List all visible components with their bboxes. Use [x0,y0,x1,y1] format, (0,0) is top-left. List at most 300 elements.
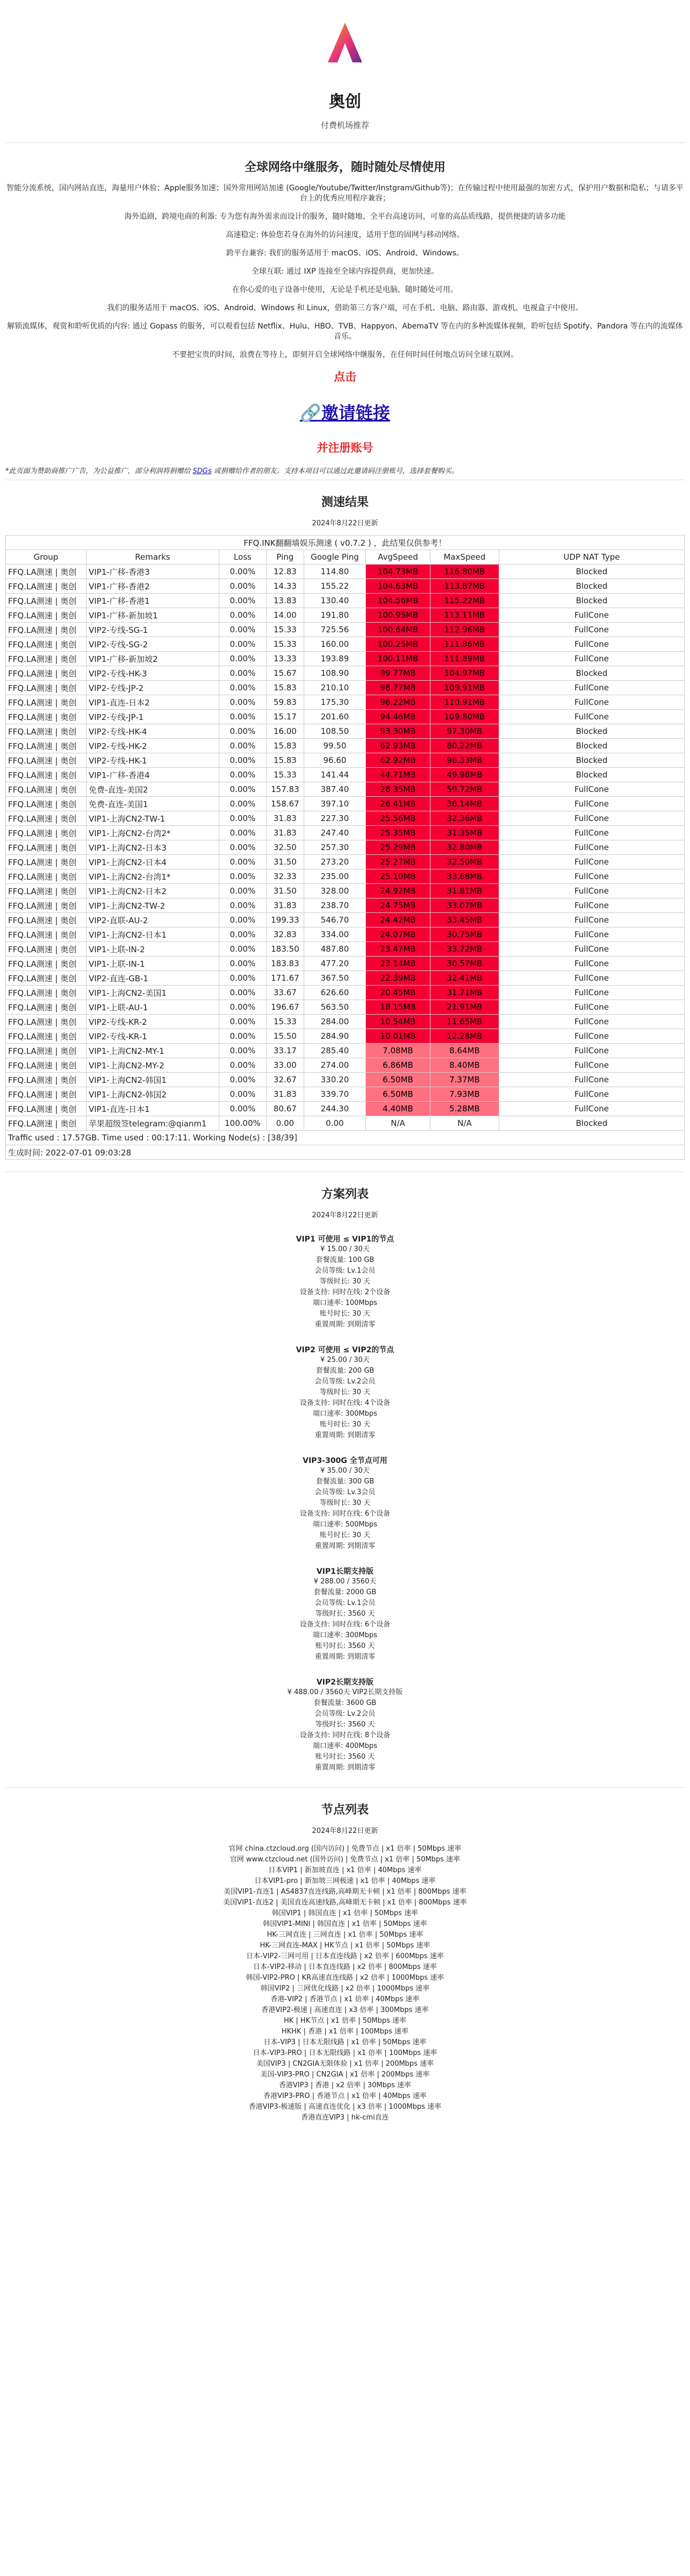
table-row [6,608,685,623]
avg-speed-cell: 98.77MB [366,681,430,695]
max-speed-cell: 97.30MB [430,724,499,739]
table-cell: 15.83 [267,681,304,695]
table-row [6,869,685,884]
plan-detail: 等级时长: 3560 天 [315,1610,375,1618]
plan-name: VIP1 可使用 ≤ VIP1的节点 [296,1235,394,1244]
table-row [6,971,685,986]
table-cell: FFQ.LA测速 | 奥创 [6,594,87,608]
table-cell: VIP1-上海CN2-日本4 [87,855,219,869]
avg-speed-cell: 100.11MB [366,652,430,666]
table-row [6,768,685,782]
generated-time: 生成时间: 2022-07-01 09:03:28 [6,1145,685,1160]
table-cell: 0.00% [219,710,267,724]
table-cell: FullCone [499,681,685,695]
plan-card [5,1455,685,1552]
intro-paragraph: 解锁流媒体，观赏和聆听优质的内容: 通过 Gopass 的服务，可以观看包括 Netflix、Hulu、HBO、TVB、Happyon、AbemaTV 等在内的多种流媒体视频，聆听包括 Spotify、Pandora 等在内的流媒体音乐。 [7,322,683,341]
table-cell: FFQ.LA测速 | 奥创 [6,1102,87,1116]
table-cell: 339.70 [304,1087,366,1102]
table-cell: FFQ.LA测速 | 奥创 [6,957,87,971]
table-cell: FFQ.LA测速 | 奥创 [6,986,87,1000]
table-cell: FFQ.LA测速 | 奥创 [6,753,87,768]
table-row [6,942,685,957]
node-item: 日本-VIP2-移动 | 日本直连线路 | x2 倍率 | 800Mbps 速率 [253,1963,437,1971]
table-cell: FFQ.LA测速 | 奥创 [6,1000,87,1015]
plans-section-date: 2024年8月22日更新 [312,1211,378,1219]
table-cell: 0.00% [219,594,267,608]
table-cell: FFQ.LA测速 | 奥创 [6,884,87,898]
table-cell: VIP2-专线-HK-2 [87,739,219,753]
avg-speed-cell: 22.39MB [366,971,430,986]
avg-speed-cell: 23.14MB [366,957,430,971]
table-cell: 苹果超级签telegram:@qianm1 [87,1116,219,1131]
table-cell: VIP1-上联-IN-2 [87,942,219,957]
plan-name: VIP2长期支持版 [316,1678,374,1687]
plan-detail: 设备支持: 同时在线: 4个设备 [299,1399,391,1407]
table-cell: VIP1-广移-香港4 [87,768,219,782]
table-cell: 0.00% [219,797,267,811]
intro-paragraph: 海外追剧，跨境电商的利器: 专为您有海外需求而设计的服务，随时随地、全平台高速访问，可靠的高品质线路，提供便捷的请多功能 [124,212,566,221]
table-cell: FullCone [499,797,685,811]
table-cell: 0.00% [219,1044,267,1058]
sdgs-link[interactable]: SDGs [192,467,212,475]
table-cell: 227.30 [304,811,366,826]
max-speed-cell: 111.86MB [430,637,499,652]
table-row [6,826,685,840]
avg-speed-cell: 104.63MB [366,579,430,594]
node-item: 韩国VIP1 | 韩国直连 | x1 倍率 | 50Mbps 速率 [271,1909,419,1917]
table-cell: VIP1-上海CN2-TW-1 [87,811,219,826]
avg-speed-cell: 23.47MB [366,942,430,957]
table-cell: FFQ.LA测速 | 奥创 [6,565,87,579]
table-cell: FFQ.LA测速 | 奥创 [6,942,87,957]
table-cell: FFQ.LA测速 | 奥创 [6,927,87,942]
table-cell: 285.40 [304,1044,366,1058]
table-cell: 0.00% [219,608,267,623]
node-item: 香港直连VIP3 | hk-cmi直连 [301,2114,389,2122]
plan-detail: 端口速率: 300Mbps [313,1410,377,1418]
table-cell: 244.30 [304,1102,366,1116]
table-cell: 155.22 [304,579,366,594]
max-speed-cell: 109.91MB [430,681,499,695]
avg-speed-cell: 28.35MB [366,782,430,797]
table-cell: FullCone [499,840,685,855]
avg-speed-cell: 10.54MB [366,1015,430,1029]
table-cell: 31.83 [267,1087,304,1102]
table-cell: 免费-直连-美国2 [87,782,219,797]
table-cell: FullCone [499,1073,685,1087]
table-cell: 100.00% [219,1116,267,1131]
plan-detail: 套餐流量: 300 GB [315,1478,375,1486]
max-speed-cell: 104.97MB [430,666,499,681]
column-header: AvgSpeed [366,550,430,565]
table-cell: FFQ.LA测速 | 奥创 [6,1029,87,1044]
table-row [6,957,685,971]
max-speed-cell: 113.87MB [430,579,499,594]
table-cell: 130.40 [304,594,366,608]
table-cell: 334.00 [304,927,366,942]
table-cell: FFQ.LA测速 | 奥创 [6,826,87,840]
table-cell: VIP1-上海CN2-TW-2 [87,898,219,913]
plan-detail: 套餐流量: 100 GB [315,1256,375,1264]
table-row [6,623,685,637]
table-cell: 13.83 [267,594,304,608]
table-row [6,724,685,739]
plan-name: VIP2 可使用 ≤ VIP2的节点 [296,1346,394,1354]
max-speed-cell: 32.80MB [430,840,499,855]
max-speed-cell: 12.28MB [430,1029,499,1044]
table-cell: 199.33 [267,913,304,927]
plan-detail: 设备支持: 同时在线: 6个设备 [299,1510,391,1518]
table-cell: 16.00 [267,724,304,739]
table-cell: FFQ.LA测速 | 奥创 [6,1044,87,1058]
table-cell: 15.33 [267,623,304,637]
max-speed-cell: 112.96MB [430,623,499,637]
table-row [6,652,685,666]
table-cell: 367.50 [304,971,366,986]
table-cell: VIP1-广移-香港3 [87,565,219,579]
table-row [6,782,685,797]
table-cell: FFQ.LA测速 | 奥创 [6,579,87,594]
table-cell: VIP1-直连-日本2 [87,695,219,710]
table-cell: 273.20 [304,855,366,869]
table-cell: 0.00% [219,884,267,898]
avg-speed-cell: 24.75MB [366,898,430,913]
table-cell: FullCone [499,971,685,986]
plan-detail: ¥ 35.00 / 30天 [320,1467,370,1475]
table-cell: 14.00 [267,608,304,623]
table-cell: 0.00% [219,695,267,710]
table-cell: VIP2-专线-HK-1 [87,753,219,768]
table-cell: FFQ.LA测速 | 奥创 [6,913,87,927]
table-cell: 193.89 [304,652,366,666]
column-header: Group [6,550,87,565]
plan-detail: 端口速率: 100Mbps [313,1299,377,1307]
table-cell: FullCone [499,986,685,1000]
table-cell: Blocked [499,666,685,681]
plan-detail: ¥ 488.00 / 3560天 VIP2长期支持版 [287,1688,403,1696]
table-cell: 477.20 [304,957,366,971]
plan-detail: ¥ 25.00 / 30天 [320,1356,370,1364]
table-cell: FullCone [499,1102,685,1116]
avg-speed-cell: 100.95MB [366,608,430,623]
table-cell: Blocked [499,739,685,753]
table-cell: 247.40 [304,826,366,840]
avg-speed-cell: 25.29MB [366,840,430,855]
intro-section [5,183,685,360]
table-cell: VIP2-直联-AU-2 [87,913,219,927]
avg-speed-cell: 6.50MB [366,1087,430,1102]
avg-speed-cell: 99.77MB [366,666,430,681]
max-speed-cell: 32.36MB [430,811,499,826]
column-header: UDP NAT Type [499,550,685,565]
table-cell: 0.00% [219,666,267,681]
table-cell: 0.00% [219,652,267,666]
table-cell: 33.67 [267,986,304,1000]
table-cell: FFQ.LA测速 | 奥创 [6,768,87,782]
table-cell: FFQ.LA测速 | 奥创 [6,666,87,681]
avg-speed-cell: 25.10MB [366,869,430,884]
table-cell: VIP1-直连-日本1 [87,1102,219,1116]
table-cell: FullCone [499,608,685,623]
node-item: 日本-VIP3 | 日本无限线路 | x1 倍率 | 50Mbps 速率 [263,2038,427,2046]
max-speed-cell: 7.93MB [430,1087,499,1102]
table-cell: VIP1-上联-IN-1 [87,957,219,971]
table-cell: VIP1-广移-香港2 [87,579,219,594]
table-cell: 0.00% [219,942,267,957]
plan-card [5,1566,685,1662]
column-header: Loss [219,550,267,565]
table-cell: VIP1-上海CN2-日本2 [87,884,219,898]
avg-speed-cell: 62.92MB [366,753,430,768]
table-cell: 13.33 [267,652,304,666]
table-row [6,840,685,855]
table-cell: 0.00% [219,1058,267,1073]
avg-speed-cell: 100.64MB [366,623,430,637]
table-cell: FullCone [499,782,685,797]
plan-detail: 套餐流量: 200 GB [315,1367,375,1375]
divider [5,142,685,143]
table-cell: 0.00% [219,637,267,652]
intro-paragraph: 不要把宝贵的时间，浪费在等待上，即刻开启全球网络中继服务，在任何时间任何地点访问全球互联网。 [172,351,518,359]
table-row [6,1029,685,1044]
table-row [6,913,685,927]
plan-detail: 重置周期: 到期清零 [314,1431,376,1439]
table-row [6,1058,685,1073]
plan-detail: 设备支持: 同时在线: 8个设备 [299,1731,391,1739]
max-speed-cell: 30.75MB [430,927,499,942]
node-item: 香港VIP3-PRO | 香港节点 | x1 倍率 | 40Mbps 速率 [263,2092,427,2100]
node-item: 韩国VIP1-MINI | 韩国直连 | x1 倍率 | 50Mbps 速率 [263,1920,427,1928]
plan-detail: 会员等级: Lv.1会员 [314,1267,376,1275]
table-cell: 0.00% [219,898,267,913]
max-speed-cell: 32.50MB [430,855,499,869]
table-cell: 0.00% [219,826,267,840]
table-cell: FFQ.LA测速 | 奥创 [6,608,87,623]
avg-speed-cell: 4.40MB [366,1102,430,1116]
plan-detail: 等级时长: 3560 天 [315,1721,375,1729]
nodes-section-date: 2024年8月22日更新 [312,1827,378,1835]
avg-speed-cell: 24.92MB [366,884,430,898]
table-cell: 15.83 [267,753,304,768]
plan-detail: 等级时长: 30 天 [319,1388,371,1396]
table-cell: 183.83 [267,957,304,971]
plans-list [5,1233,685,1773]
avg-speed-cell: 93.30MB [366,724,430,739]
max-speed-cell: 109.80MB [430,710,499,724]
node-item: 香港VIP3 | 香港 | x2 倍率 | 30Mbps 速率 [278,2081,412,2089]
max-speed-cell: 32.41MB [430,971,499,986]
register-label: 并注册账号 [317,441,373,454]
avg-speed-cell: 25.27MB [366,855,430,869]
table-cell: 238.70 [304,898,366,913]
table-cell: 59.83 [267,695,304,710]
intro-paragraph: 高速稳定: 体验您若身在海外的访问速度，适用于您的固网与移动网络。 [226,231,464,239]
max-speed-cell: 110.91MB [430,695,499,710]
traffic-summary: Traffic used : 17.57GB. Time used : 00:17:11. Working Node(s) : [38/39] [6,1131,685,1145]
table-row [6,666,685,681]
plan-detail: 会员等级: Lv.2会员 [314,1378,376,1386]
table-cell: 0.00% [219,782,267,797]
table-cell: FullCone [499,855,685,869]
table-cell: FFQ.LA测速 | 奥创 [6,1015,87,1029]
divider [5,1787,685,1788]
table-cell: 14.33 [267,579,304,594]
table-cell: 32.33 [267,869,304,884]
table-row [6,986,685,1000]
table-cell: 0.00% [219,623,267,637]
click-label: 点击 [334,370,356,383]
avg-speed-cell: 26.41MB [366,797,430,811]
max-speed-cell: 33.68MB [430,869,499,884]
table-cell: Blocked [499,1116,685,1131]
table-cell: 0.00% [219,1073,267,1087]
plan-detail: 重置周期: 到期清零 [314,1542,376,1550]
table-cell: 0.00% [219,1087,267,1102]
avg-speed-cell: 44.71MB [366,768,430,782]
speed-table-caption: FFQ.INK翻翻墙娱乐测速 ( v0.7.2 ) ，此结果仅供参考！ [6,536,685,550]
table-cell: FFQ.LA测速 | 奥创 [6,898,87,913]
table-cell: 33.17 [267,1044,304,1058]
table-cell: FullCone [499,869,685,884]
table-row [6,1102,685,1116]
table-cell: 0.00% [219,1102,267,1116]
intro-paragraph: 全球互联: 通过 IXP 连接至全球内容提供商，更加快速。 [251,267,439,276]
plan-card [5,1344,685,1441]
table-cell: 0.00% [219,579,267,594]
table-cell: 171.67 [267,971,304,986]
headline: 全球网络中继服务，随时随处尽情使用 [244,161,445,174]
plan-detail: ¥ 15.00 / 30天 [320,1245,370,1253]
table-cell: Blocked [499,724,685,739]
speed-table [5,535,685,1160]
plan-detail: 套餐流量: 3600 GB [313,1699,377,1707]
table-cell: 284.90 [304,1029,366,1044]
table-cell: 328.00 [304,884,366,898]
table-cell: FFQ.LA测速 | 奥创 [6,1087,87,1102]
invite-link-icon: 🔗 [300,403,321,423]
table-cell: 12.83 [267,565,304,579]
brand-name: 奥创 [329,92,361,111]
table-row [6,739,685,753]
table-row [6,1116,685,1131]
table-cell: VIP1-上海CN2-台湾1* [87,869,219,884]
table-cell: 15.83 [267,739,304,753]
table-cell: VIP2-专线-KR-1 [87,1029,219,1044]
table-cell: VIP1-上海CN2-韩国2 [87,1087,219,1102]
node-item: 日本-VIP2-三网可用 | 日本直连线路 | x2 倍率 | 600Mbps 速率 [246,1952,444,1960]
table-row [6,927,685,942]
brand-logo-icon [324,22,366,65]
table-cell: VIP1-广移-新加坡2 [87,652,219,666]
table-cell: 487.80 [304,942,366,957]
plan-detail: 会员等级: Lv.2会员 [314,1710,376,1718]
max-speed-cell: 21.91MB [430,1000,499,1015]
plan-detail: 设备支持: 同时在线: 2个设备 [299,1288,391,1296]
intro-paragraph: 智能分流系统，国内网站直连，海量用户体验；Apple服务加速；国外常用网站加速 (Google/Youtube/Twitter/Instgram/Github等)；在传输过程中使用最强的加密方式，保护用户数据和隐私；与请多平台上的优秀应用程序兼容； [6,184,684,203]
table-cell: VIP2-专线-KR-2 [87,1015,219,1029]
table-cell: FullCone [499,957,685,971]
plan-detail: 账号时长: 30 天 [319,1421,371,1429]
max-speed-cell: 36.14MB [430,797,499,811]
table-cell: FullCone [499,884,685,898]
table-cell: 158.67 [267,797,304,811]
table-cell: FFQ.LA测速 | 奥创 [6,623,87,637]
table-cell: 0.00 [304,1116,366,1131]
plans-section-title: 方案列表 [321,1188,369,1201]
table-cell: FullCone [499,811,685,826]
node-item: 美国VIP1-直连1 | AS4837直连线路,高峰期无卡顿 | x1 倍率 | 800Mbps 速率 [224,1888,466,1896]
table-cell: 725.56 [304,623,366,637]
plan-name: VIP3-300G 全节点可用 [303,1457,387,1465]
avg-speed-cell: 104.73MB [366,565,430,579]
table-row [6,1087,685,1102]
speed-table-body [6,565,685,1131]
node-item: 香港VIP3-极速版 | 高速直连优化 | x3 倍率 | 1000Mbps 速率 [248,2103,442,2111]
table-cell: FullCone [499,710,685,724]
plan-card [5,1233,685,1330]
table-cell: FFQ.LA测速 | 奥创 [6,797,87,811]
plan-detail: 会员等级: Lv.1会员 [314,1599,376,1607]
table-cell: 0.00% [219,811,267,826]
logo [5,0,685,65]
table-cell: FFQ.LA测速 | 奥创 [6,681,87,695]
avg-speed-cell: 7.08MB [366,1044,430,1058]
max-speed-cell: 111.89MB [430,652,499,666]
table-cell: 31.50 [267,855,304,869]
table-cell: FFQ.LA测速 | 奥创 [6,1058,87,1073]
table-cell: VIP1-上海CN2-MY-1 [87,1044,219,1058]
table-row [6,1015,685,1029]
table-cell: 191.80 [304,608,366,623]
plan-detail: 设备支持: 同时在线: 6个设备 [299,1621,391,1629]
node-item: 香港VIP2-极速 | 高速直连 | x3 倍率 | 300Mbps 速率 [261,2006,429,2014]
table-cell: 0.00% [219,913,267,927]
max-speed-cell: 5.28MB [430,1102,499,1116]
invite-link[interactable] [5,399,685,424]
table-cell: VIP1-上联-AU-1 [87,1000,219,1015]
table-cell: 563.50 [304,1000,366,1015]
max-speed-cell: 98.33MB [430,753,499,768]
nodes-section-title: 节点列表 [321,1803,369,1817]
table-cell: 0.00% [219,1000,267,1015]
avg-speed-cell: 104.56MB [366,594,430,608]
table-cell: 387.40 [304,782,366,797]
table-cell: FullCone [499,826,685,840]
invite-link-label: 邀请链接 [321,403,390,423]
table-row [6,753,685,768]
table-cell: FFQ.LA测速 | 奥创 [6,811,87,826]
table-row [6,594,685,608]
table-cell: 0.00% [219,739,267,753]
max-speed-cell: 116.80MB [430,565,499,579]
avg-speed-cell: 10.01MB [366,1029,430,1044]
avg-speed-cell: 6.86MB [366,1058,430,1073]
avg-speed-cell: 24.42MB [366,913,430,927]
table-row [6,565,685,579]
table-cell: 0.00% [219,927,267,942]
table-cell: FFQ.LA测速 | 奥创 [6,1073,87,1087]
table-cell: 32.50 [267,840,304,855]
table-cell: 546.70 [304,913,366,927]
plan-detail: 账号时长: 3560 天 [315,1642,375,1650]
speed-section-date: 2024年8月22日更新 [312,519,378,527]
table-cell: FFQ.LA测速 | 奥创 [6,637,87,652]
table-cell: 0.00% [219,1015,267,1029]
table-row [6,797,685,811]
table-cell: FFQ.LA测速 | 奥创 [6,710,87,724]
disclaimer-prefix: *此页面为赞助商推广广告，为公益推广，部分利润将捐赠给 [5,467,193,475]
table-cell: FullCone [499,652,685,666]
